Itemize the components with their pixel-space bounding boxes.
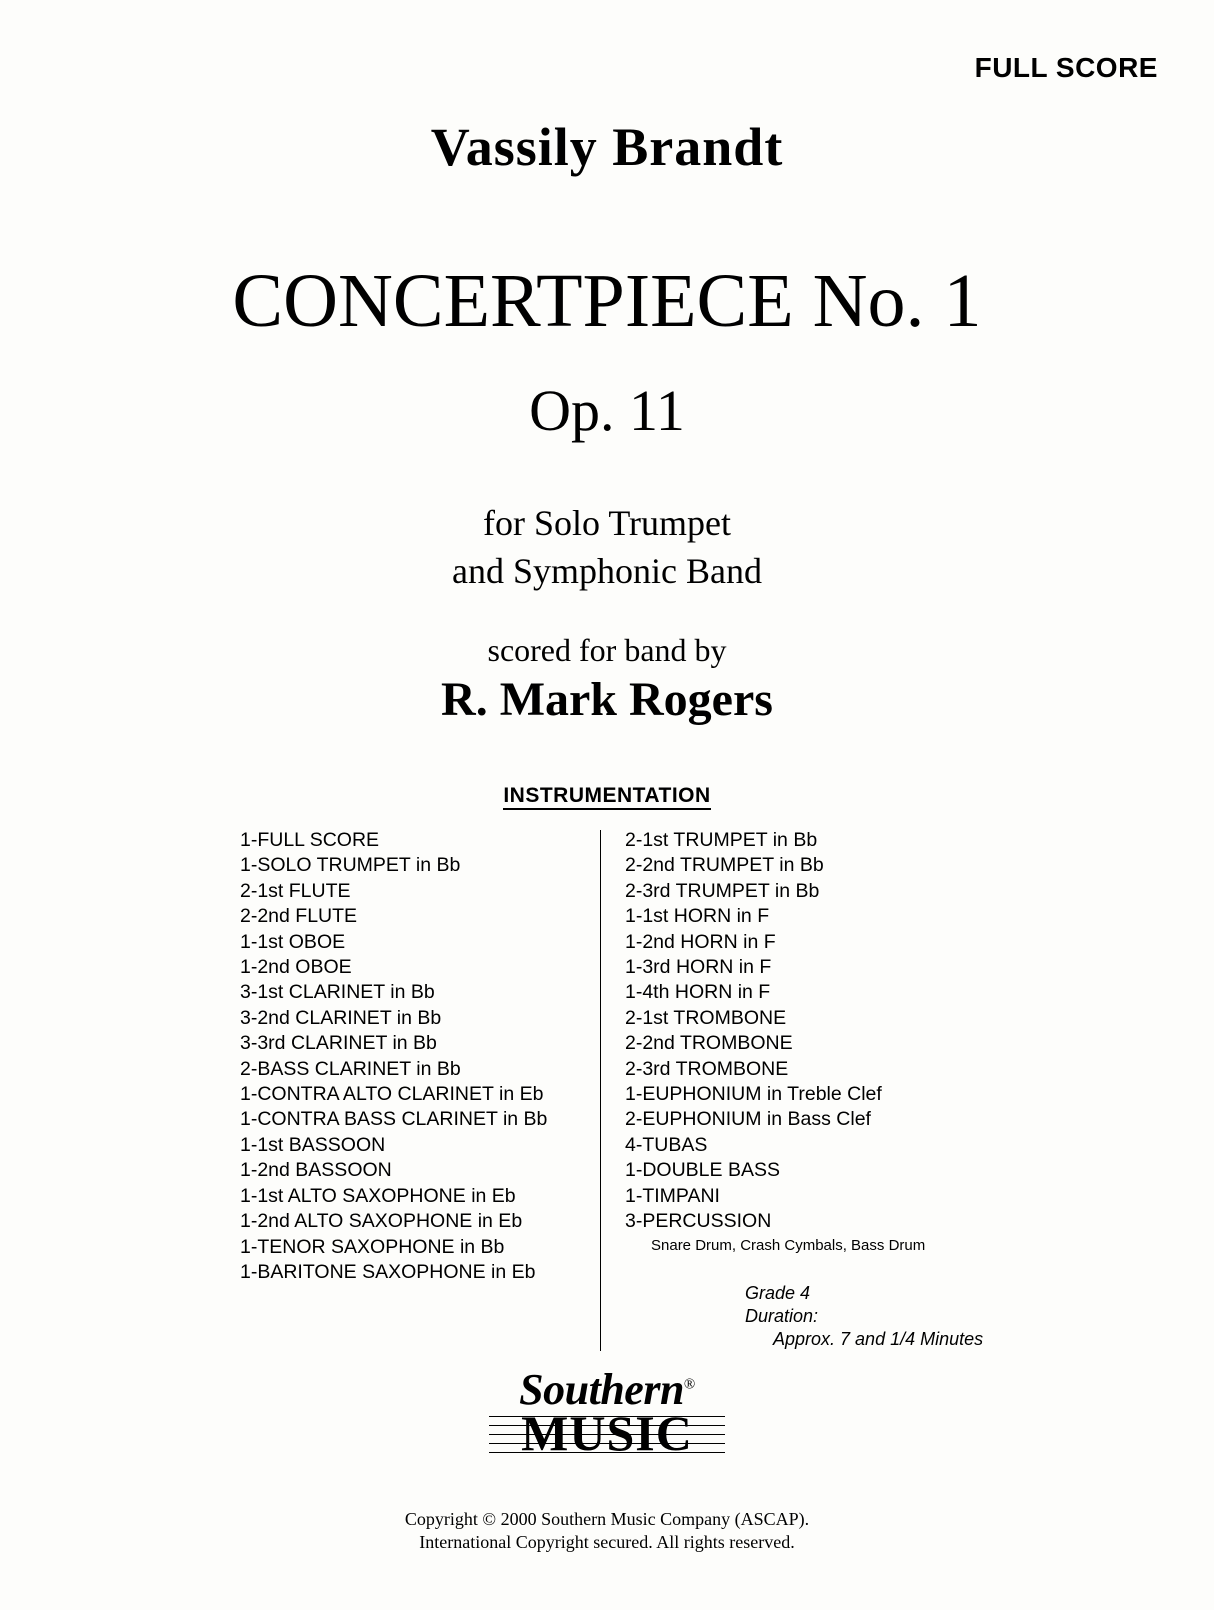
list-item: 1-3rd HORN in F — [625, 956, 772, 979]
instrumentation-heading-text: INSTRUMENTATION — [503, 784, 710, 810]
publisher-name-bottom-wrap — [515, 1405, 699, 1461]
list-item: 1-1st ALTO SAXOPHONE in Eb — [240, 1184, 516, 1207]
list-item: 1-SOLO TRUMPET in Bb — [240, 854, 461, 877]
instrumentation-left-column — [240, 828, 600, 1285]
list-item: 3-PERCUSSION — [625, 1210, 772, 1233]
instrumentation-list — [240, 828, 1040, 1351]
percussion-detail: Snare Drum, Crash Cymbals, Bass Drum — [651, 1236, 926, 1254]
list-item: 2-1st TROMBONE — [625, 1006, 787, 1029]
list-item: 3-1st CLARINET in Bb — [240, 981, 435, 1004]
list-item: 2-3rd TRUMPET in Bb — [625, 879, 820, 902]
list-item: 1-2nd OBOE — [240, 956, 352, 979]
publisher-logo — [0, 1365, 1214, 1461]
list-item: 3-3rd CLARINET in Bb — [240, 1032, 437, 1055]
grade-duration-block — [625, 1282, 1005, 1351]
list-item: 1-2nd BASSOON — [240, 1159, 392, 1182]
list-item: 4-TUBAS — [625, 1133, 708, 1156]
copyright-line-1: Copyright © 2000 Southern Music Company (ASCAP). — [404, 1509, 810, 1529]
list-item: 2-2nd TROMBONE — [625, 1032, 793, 1055]
subtitle-line-2: and Symphonic Band — [452, 550, 762, 591]
list-item: 2-EUPHONIUM in Bass Clef — [625, 1108, 871, 1131]
registered-mark-icon: ® — [683, 1376, 695, 1393]
composer-name: Vassily Brandt — [430, 117, 784, 177]
instrumentation-heading — [0, 784, 1214, 808]
list-item: 2-3rd TROMBONE — [625, 1057, 789, 1080]
list-item: 3-2nd CLARINET in Bb — [240, 1006, 442, 1029]
grade-value: Grade 4 — [745, 1282, 811, 1303]
opus-number: Op. 11 — [529, 378, 685, 443]
list-item: 2-1st FLUTE — [240, 879, 351, 902]
list-item: 1-TIMPANI — [625, 1184, 720, 1207]
list-item: 2-1st TRUMPET in Bb — [625, 829, 818, 851]
list-item: 1-2nd ALTO SAXOPHONE in Eb — [240, 1210, 523, 1233]
publisher-name-top-text: Southern — [519, 1365, 684, 1414]
scored-for-label: scored for band by — [487, 632, 727, 668]
full-score-label: FULL SCORE — [974, 52, 1158, 83]
copyright-notice — [0, 1508, 1214, 1554]
instrumentation-right-column — [601, 828, 1005, 1351]
list-item: 2-2nd TRUMPET in Bb — [625, 854, 824, 877]
list-item: 1-BARITONE SAXOPHONE in Eb — [240, 1260, 536, 1283]
arranger-name: R. Mark Rogers — [441, 673, 773, 726]
page-title: CONCERTPIECE No. 1 — [232, 259, 982, 343]
list-item: 1-CONTRA ALTO CLARINET in Eb — [240, 1083, 544, 1106]
list-item: 2-BASS CLARINET in Bb — [240, 1057, 461, 1080]
list-item: 1-TENOR SAXOPHONE in Bb — [240, 1235, 505, 1258]
list-item: 1-EUPHONIUM in Treble Clef — [625, 1083, 882, 1106]
duration-label: Duration: — [745, 1305, 819, 1326]
list-item: 1-4th HORN in F — [625, 981, 771, 1004]
list-item: 1-DOUBLE BASS — [625, 1159, 780, 1182]
subtitle-line-1: for Solo Trumpet — [482, 503, 732, 543]
list-item: 1-1st OBOE — [240, 930, 346, 953]
duration-value: Approx. 7 and 1/4 Minutes — [773, 1328, 984, 1349]
list-item: 1-2nd HORN in F — [625, 930, 776, 953]
publisher-name-bottom: MUSIC — [521, 1405, 693, 1461]
list-item: 2-2nd FLUTE — [240, 905, 358, 928]
subtitle — [0, 500, 1214, 595]
list-item: 1-1st BASSOON — [240, 1133, 386, 1156]
list-item: 1-CONTRA BASS CLARINET in Bb — [240, 1108, 548, 1131]
list-item: 1-FULL SCORE — [240, 829, 380, 851]
list-item: 1-1st HORN in F — [625, 905, 770, 928]
copyright-line-2: International Copyright secured. All rights reserved. — [419, 1532, 795, 1552]
